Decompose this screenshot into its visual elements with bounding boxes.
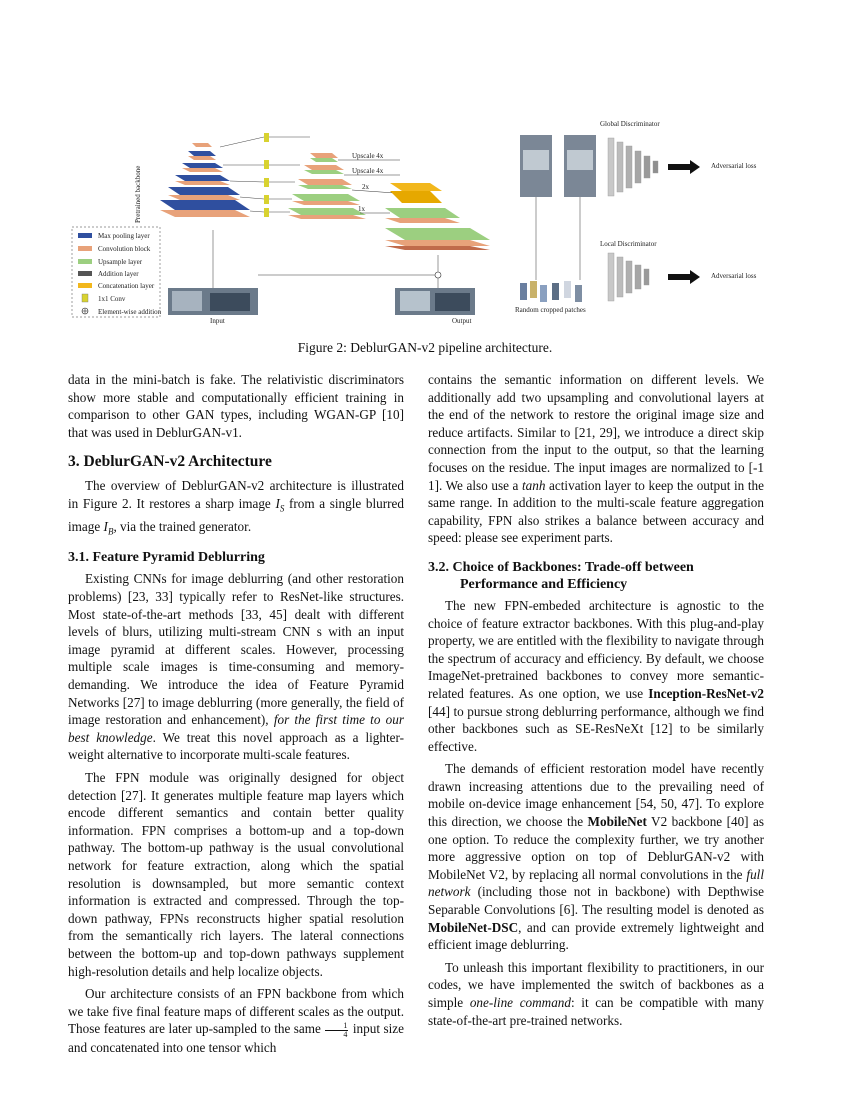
- legend-addition: Addition layer: [98, 270, 139, 278]
- adv-loss-1: Adversarial loss: [711, 162, 757, 170]
- upscale-label-2x: 2x: [362, 183, 369, 191]
- left-para-2: Existing CNNs for image deblurring (and other restoration problems) [23, 33] typically refer to ResNet-like structures. Most state-of-the-art methods [33, 45] dealt with different levels of blurs, utilizing multi-stream CNN s with an input image pyramid at different scales. However, processing multiple scale images is time-consuming and memory-demanding. We introduce the idea of Feature Pyramid Networks [27] to image deblurring (more generally, the field of image restoration and enhancement), for the first time to our best knowledge. We treat this novel approach as a lighter-weight alternative to incorporate multi-scale features.: [68, 571, 405, 763]
- legend-max-pool: Max pooling layer: [98, 232, 150, 240]
- left-para-1: The overview of DeblurGAN-v2 architecture is illustrated in Figure 2. It restores a sharp image $I_S$ from a single blurred image $I_B$, via the trained generator.: [68, 478, 404, 537]
- upscale-label-a: Upscale 4x: [352, 152, 384, 160]
- section-32-heading: 3.2. Choice of Backbones: Trade-off between Performance and Efficiency: [428, 559, 694, 592]
- left-column: [68, 371, 404, 1056]
- output-image: [395, 288, 475, 315]
- right-para-0: contains the semantic information on different levels. We additionally add two upsampling and convolutional layers at the end of the network to restore the original image size and reduce artifacts. Similar to [21, 29], we introduce a direct skip connection from the input to the output, so that the learning focuses on the residue. The input images are normalized to [-1 1]. We also use a tanh activation layer to keep the output in the same range. In addition to the multi-scale feature aggregation capability, FPN also strikes a balance between accuracy and speed: please see experiment parts.: [428, 372, 764, 546]
- figure-caption: Figure 2: DeblurGAN-v2 pipeline architecture.: [297, 340, 553, 355]
- right-para-2: The demands of efficient restoration model have recently drawn increasing attentions due to the prevailing need of mobile on-device image enhancement [54, 50, 47]. To explore this direction, we choose the MobileNet V2 backbone [40] as one option. To reduce the complexity further, we try another more aggressive option on top of DeblurGAN-v2 with MobileNet V2, by replacing all normal convolutions in the full network (including those not in backbone) with Depthwise Separable Convolutions [6]. The resulting model is denoted as MobileNet-DSC, and can provide extremely lightweight and efficient image deblurring.: [428, 761, 764, 953]
- sample-images: [520, 135, 596, 302]
- adv-loss-2: Adversarial loss: [711, 272, 757, 280]
- upscale-label-1x: 1x: [358, 205, 365, 213]
- output-label: Output: [452, 317, 472, 325]
- fraction-quarter: $\frac{1}{4}$: [325, 1022, 348, 1039]
- global-discriminator: [608, 138, 700, 196]
- backbone-label: Pretrained backbone: [134, 165, 142, 223]
- pipeline-figure: [60, 105, 790, 330]
- left-para-0: data in the mini-batch is fake. The relativistic discriminators show more stable and computationally efficient training in comparison to other GAN types, including WGAN-GP [10] that was used in DeblurGAN-v1.: [68, 372, 404, 440]
- local-discriminator: [608, 253, 700, 301]
- section-3-heading: 3. DeblurGAN-v2 Architecture: [68, 453, 272, 471]
- upscale-label-b: Upscale 4x: [352, 167, 384, 175]
- section-31-heading: 3.1. Feature Pyramid Deblurring: [68, 550, 265, 566]
- legend-concat: Concatenation layer: [98, 282, 155, 290]
- random-patches-label: Random cropped patches: [515, 306, 586, 314]
- input-label: Input: [210, 317, 225, 325]
- concat-block: [385, 183, 490, 250]
- figure-legend: [72, 227, 162, 317]
- right-para-3: To unleash this important flexibility to practitioners, in our codes, we have implemented the switch of backbones as a simple one-line command: it can be compatible with many state-of-the-art pre-trained networks.: [428, 959, 765, 1028]
- global-disc-label: Global Discriminator: [600, 120, 660, 128]
- backbone-pyramid: [160, 143, 250, 217]
- legend-upsample: Upsample layer: [98, 258, 143, 266]
- legend-conv-block: Convolution block: [98, 245, 151, 253]
- legend-1x1-conv: 1x1 Conv: [98, 295, 126, 303]
- right-para-1: The new FPN-embeded architecture is agnostic to the choice of feature extractor backbones. With this plug-and-play property, we are entitled with the flexibility to navigate through the spectrum of accuracy and efficiency. By default, we choose ImageNet-pretrained backbones to convey more semantic-related features. As one option, we use Inception-ResNet-v2 [44] to pursue strong deblurring performance, although we find other backbones such as SE-ResNeXt [12] to be similarly effective.: [428, 597, 764, 754]
- left-para-3: The FPN module was originally designed for object detection [27]. It generates multiple feature map layers which encode different semantics and contain better quality information. FPN comprises a bottom-up and a top-down pathway. The bottom-up pathway is the usual convolutional network for feature extraction, along which the spatial resolution is downsampled, but more semantic context information is extracted and compressed. Through the top-down pathway, FPNs reconstructs higher spatial resolution from the semantically rich layers. The lateral connections between the bottom-up and top-down pathways supplement high-resolution details and help localize objects.: [68, 769, 404, 979]
- input-image: [168, 288, 258, 315]
- topdown-pyramid: [288, 153, 366, 219]
- left-para-4: Our architecture consists of an FPN backbone from which we take five final feature maps of different scales as the output. Those features are later up-sampled to the same $\frac{1}{4}$ input size and concatenated into one tensor which: [68, 986, 404, 1055]
- right-column: [428, 371, 764, 1029]
- local-disc-label: Local Discriminator: [600, 240, 657, 248]
- legend-elementwise: Element-wise addition: [98, 308, 162, 316]
- elementwise-addition-icon: [435, 272, 441, 278]
